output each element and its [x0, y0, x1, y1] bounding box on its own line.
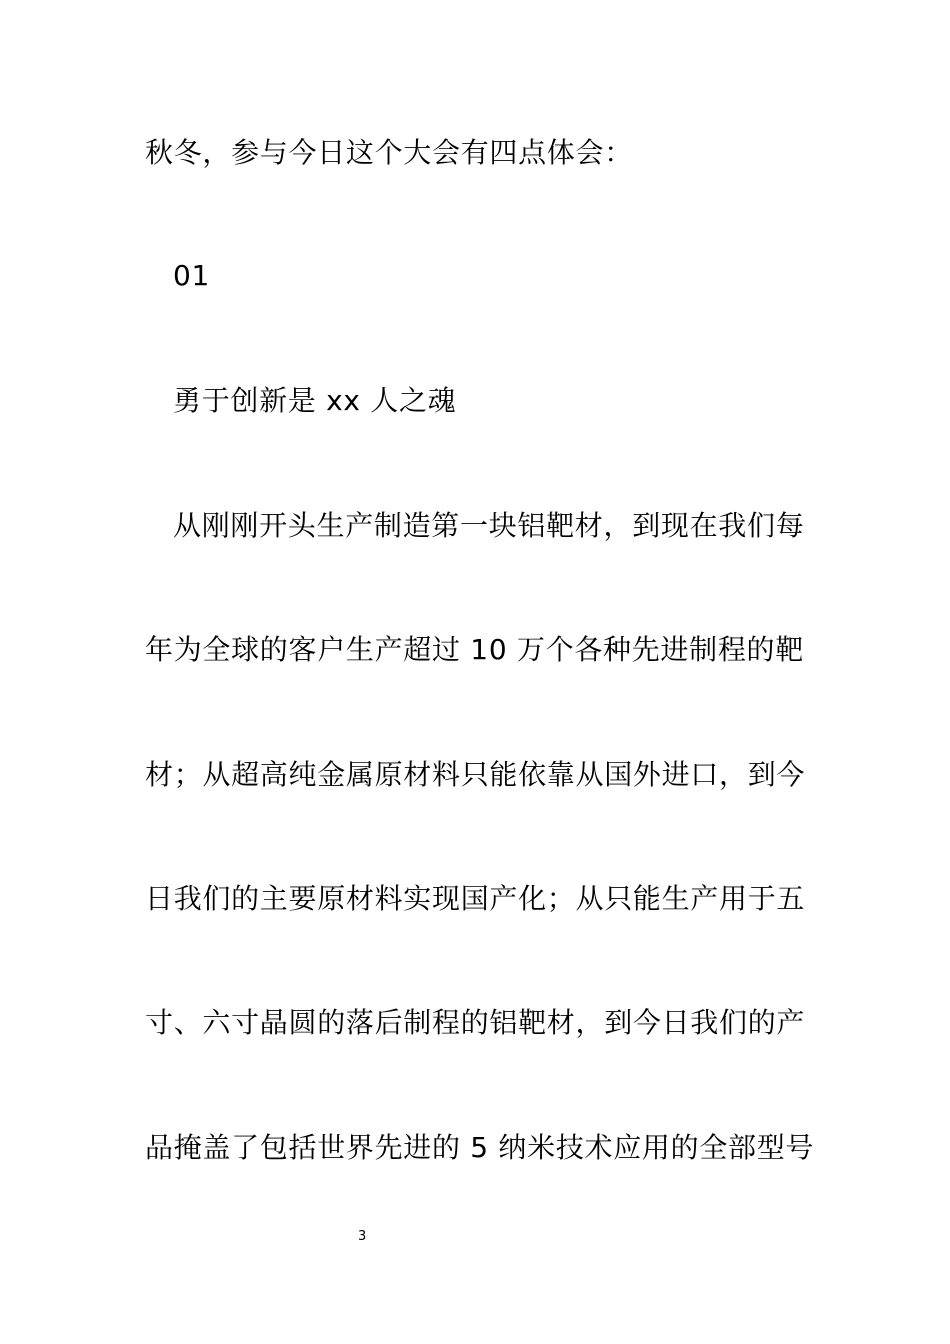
- page-number: 3: [358, 1229, 367, 1244]
- section-number: 01: [173, 259, 211, 292]
- paragraph-line-5: 寸、六寸晶圆的落后制程的铝靶材，到今日我们的产: [145, 1006, 806, 1039]
- paragraph-line-3: 材；从超高纯金属原材料只能依靠从国外进口，到今: [145, 758, 806, 791]
- paragraph-line-6: 品掩盖了包括世界先进的 5 纳米技术应用的全部型号: [145, 1131, 815, 1164]
- section-heading: 勇于创新是 xx 人之魂: [173, 384, 457, 417]
- paragraph-line-2: 年为全球的客户生产超过 10 万个各种先进制程的靶: [145, 633, 804, 666]
- paragraph-line-1: 从刚刚开头生产制造第一块铝靶材，到现在我们每: [173, 509, 805, 542]
- paragraph-line-4: 日我们的主要原材料实现国产化；从只能生产用于五: [145, 882, 806, 915]
- text-line-1: 秋冬，参与今日这个大会有四点体会：: [145, 136, 633, 169]
